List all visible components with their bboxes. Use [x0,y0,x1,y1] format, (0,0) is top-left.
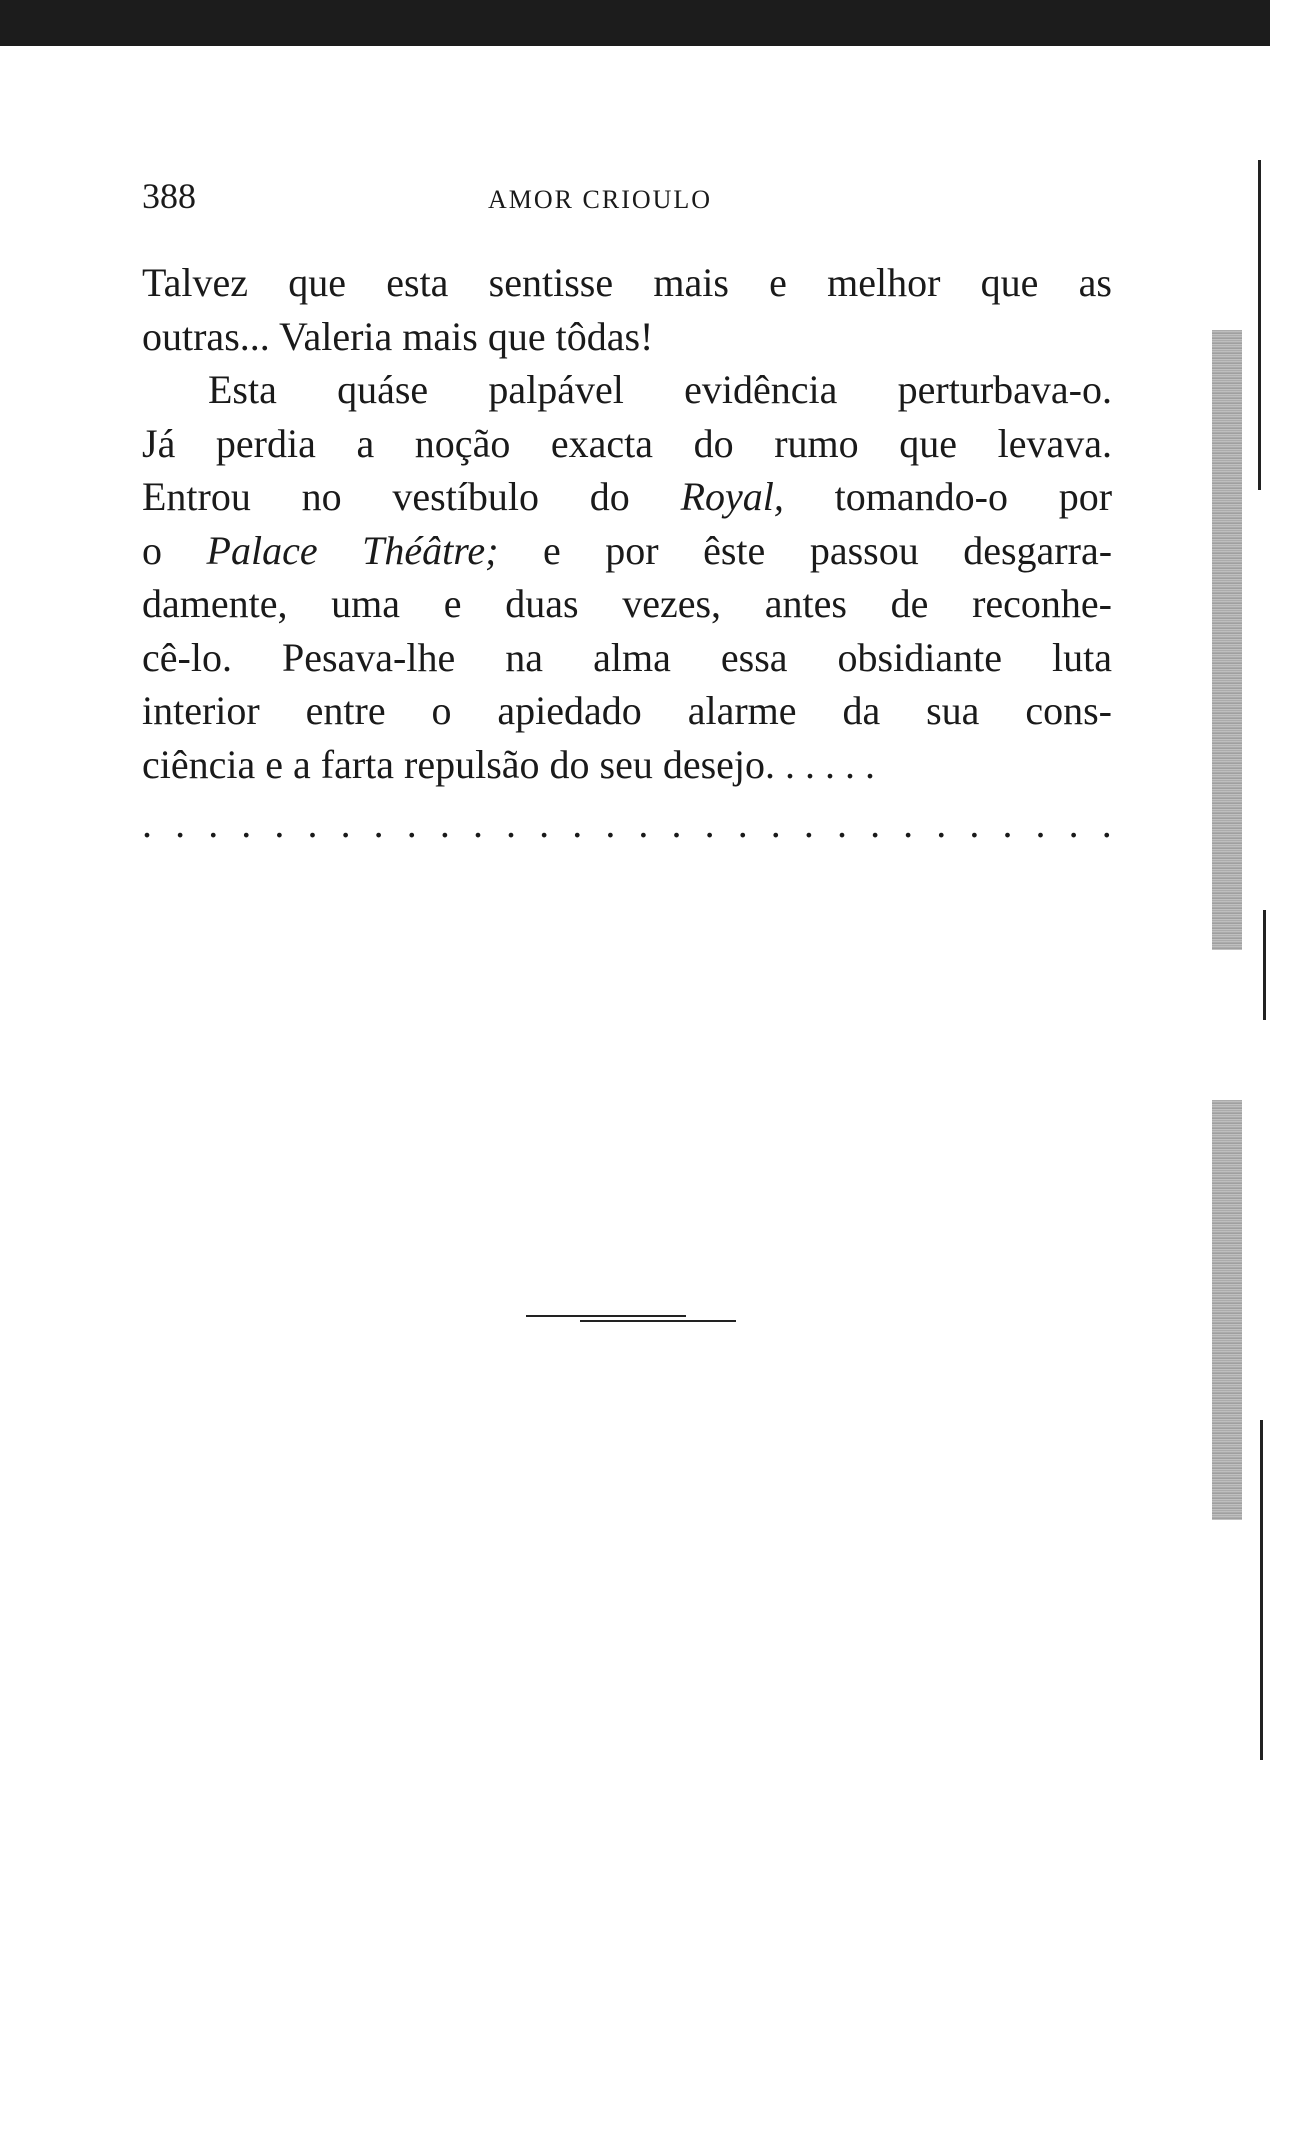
text-line: interior entre o apiedado alarme da sua cons- [142,688,1112,733]
rule-upper [526,1315,686,1317]
leader-dot: . [969,801,980,846]
leader-dot: . [274,801,285,846]
leader-dot: . [770,801,781,846]
leader-dot: . [605,801,616,846]
leader-dot: . [208,801,219,846]
rule-lower [580,1320,736,1322]
leader-dot: . [704,801,715,846]
text-line: ciência e a farta repulsão do seu desejo. . . . . . [142,741,876,787]
leader-dot: . [1068,801,1079,846]
body-text [142,256,1112,791]
page-top-edge [0,0,1270,46]
leader-dot: . [373,801,384,846]
page-header [142,170,1112,222]
leader-dot: . [870,801,881,846]
text-fragment: tomando-o por [834,474,1113,519]
text-fragment: e por êste passou desgarra- [542,527,1113,573]
text-line: cê-lo. Pesava-lhe na alma essa obsidiante luta [142,634,1112,680]
leader-dot: . [638,801,649,846]
italic-title-royal: Royal, [680,474,784,519]
text-fragment: Entrou no vestíbulo do [142,474,630,519]
leader-dot: . [936,801,947,846]
leader-dot: . [671,801,682,846]
end-of-chapter-rule [524,1315,736,1321]
leader-dot: . [836,801,847,846]
leader-dot: . [1002,801,1013,846]
leader-dot: . [439,801,450,846]
running-title: AMOR CRIOULO [488,185,713,214]
leader-dot: . [472,801,483,846]
italic-title-palace: Palace Théâtre; [206,527,499,573]
text-line: damente, uma e duas vezes, antes de reconhe- [142,581,1112,626]
leader-dot: . [142,801,152,846]
spine-edge-upper [1258,160,1261,490]
spine-edge-lower [1260,1420,1263,1760]
text-line: outras... Valeria mais que tôdas! [142,313,654,359]
dot-leader-line [142,800,1112,847]
leader-dot: . [175,801,186,846]
spine-edge-middle [1263,910,1266,1020]
text-line: Esta quáse palpável evidência perturbava-o. [208,367,1112,412]
text-line [142,470,1112,524]
text-line: Talvez que esta sentisse mais e melhor que as [142,260,1112,305]
text-line [142,524,1112,578]
leader-dot: . [737,801,748,846]
leader-dot: . [803,801,814,846]
leader-dot: . [241,801,252,846]
page-number: 388 [142,176,196,216]
text-fragment: o [142,527,162,573]
leader-dot: . [572,801,583,846]
leader-dot: . [307,801,318,846]
text-line: Já perdia a noção exacta do rumo que levava. [142,420,1112,466]
leader-dot: . [1101,801,1112,846]
leader-dot: . [506,801,517,846]
leader-dot: . [903,801,914,846]
leader-dot: . [340,801,351,846]
binding-shadow-upper [1212,330,1242,950]
binding-shadow-lower [1212,1100,1242,1520]
leader-dot: . [539,801,550,846]
leader-dot: . [1035,801,1046,846]
leader-dot: . [406,801,417,846]
